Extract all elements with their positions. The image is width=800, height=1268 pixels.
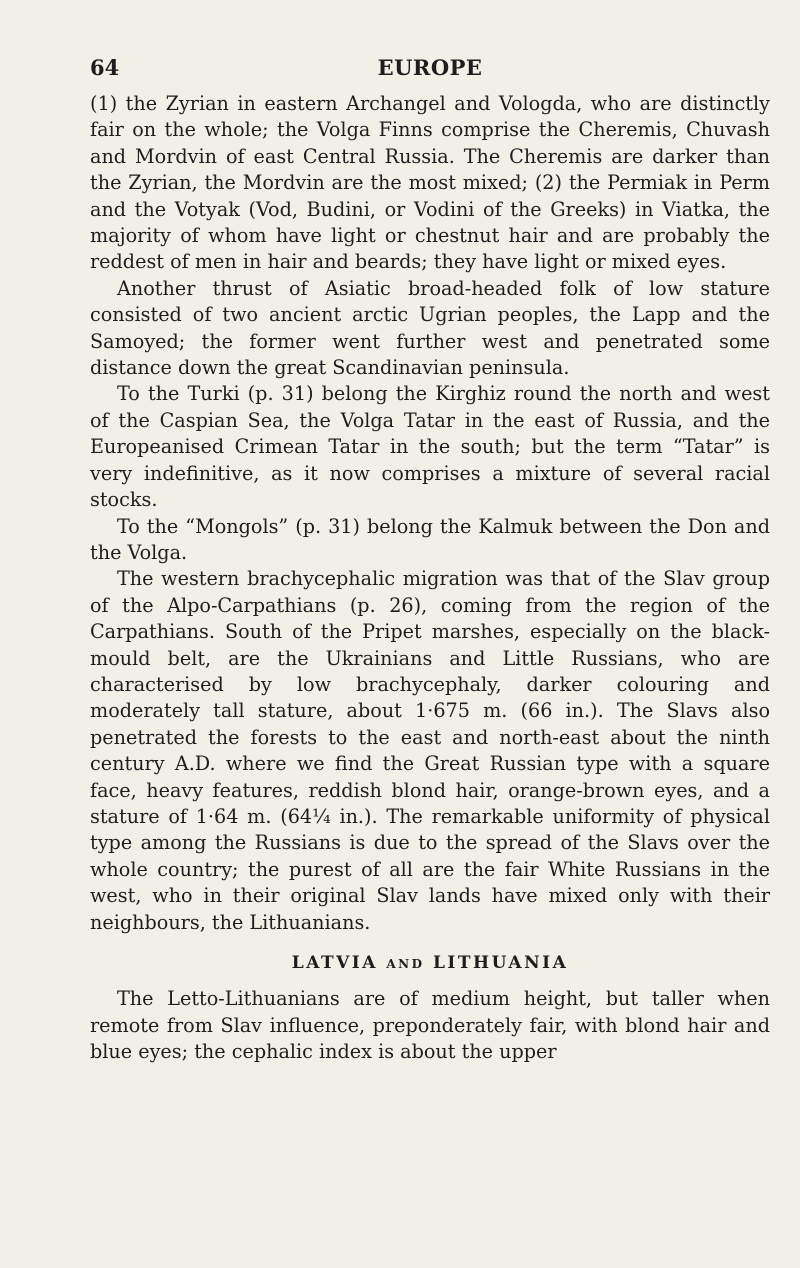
section-heading-latvia-lithuania bbox=[90, 950, 770, 976]
heading-latvia: LATVIA bbox=[291, 953, 378, 973]
paragraph-mongols: To the “Mongols” (p. 31) belong the Kalmuk between the Don and the Volga. bbox=[90, 514, 770, 564]
paragraph-letto-lithuanians: The Letto-Lithuanians are of medium height, but taller when remote from Slav influence, preponderately fair, with blond hair and blue eyes; the cephalic index is about the upper bbox=[90, 987, 770, 1064]
heading-connector: and bbox=[386, 953, 425, 973]
page-number: 64 bbox=[90, 55, 120, 80]
paragraph-ugrian-peoples: Another thrust of Asiatic broad-headed folk of low stature consisted of two ancient arctic Ugrian peoples, the Lapp and the Samoyed; the former went further west and penetrated some distance down the great Scandinavian peninsula. bbox=[90, 276, 770, 380]
running-title: EUROPE bbox=[377, 55, 483, 80]
body-text bbox=[90, 91, 770, 1066]
paragraph-turki: To the Turki (p. 31) belong the Kirghiz round the north and west of the Caspian Sea, the Volga Tatar in the east of Russia, and the Europeanised Crimean Tatar in the south; but the term “Tatar” is very indefinitive, as it now comprises a mixture of several racial stocks. bbox=[90, 382, 770, 512]
paragraph-slav-migration: The western brachycephalic migration was that of the Slav group of the Alpo-Carpathians (p. 26), coming from the region of the Carpathians. South of the Pripet marshes, especially on the black-mould belt, are the Ukrainians and Little Russians, who are characterised by low brachycephaly, darker colouring and moderately tall stature, about 1·675 m. (66 in.). The Slavs also penetrated the forests to the east and north-east about the ninth century A.D. where we find the Great Russian type with a square face, heavy features, reddish blond hair, orange-brown eyes, and a stature of 1·64 m. (64¼ in.). The remarkable uniformity of physical type among the Russians is due to the spread of the Slavs over the whole country; the purest of all are the fair White Russians in the west, who in their original Slav lands have mixed only with their neighbours, the Lithuanians. bbox=[90, 567, 770, 934]
book-page bbox=[90, 55, 770, 1066]
heading-lithuania: LITHUANIA bbox=[432, 953, 569, 973]
paragraph-zyrian: (1) the Zyrian in eastern Archangel and Vologda, who are distinctly fair on the whole; the Volga Finns comprise the Cheremis, Chuvash and Mordvin of east Central Russia. The Cheremis are darker than the Zyrian, the Mordvin are the most mixed; (2) the Permiak in Perm and the Votyak (Vod, Budini, or Vodini of the Greeks) in Viatka, the majority of whom have light or chestnut hair and are probably the reddest of men in hair and beards; they have light or mixed eyes. bbox=[90, 92, 770, 274]
page-header bbox=[90, 55, 770, 91]
